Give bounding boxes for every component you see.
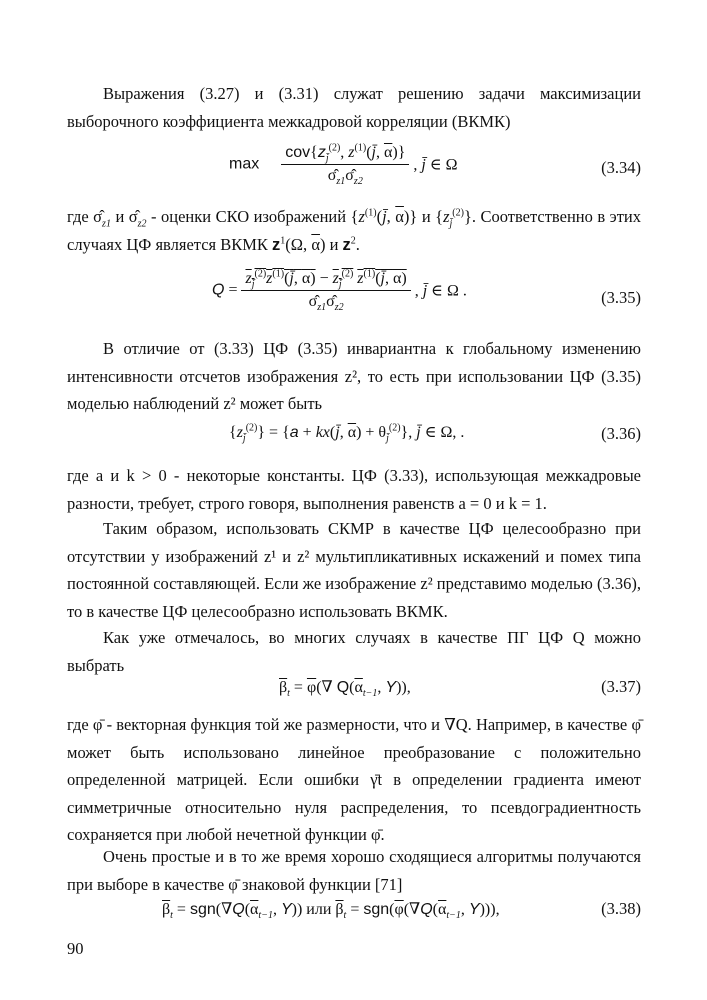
paragraph-2-middle: - оценки СКО изображений	[151, 207, 347, 226]
paragraph-6: Как уже отмечалось, во многих случаях в качестве ПГ ЦФ Q можно выбрать	[67, 628, 641, 675]
equation-number-3-35: (3.35)	[601, 288, 641, 307]
equation-number-3-37: (3.37)	[601, 677, 641, 696]
equation-3-35-body: Q = $\frac{z_{j̄}^{(2)}z^{(1)}(j̄, \alpha) - z_{j̄}^{(2)} z^{(1)}(j̄, \alpha)}{\sigmâ_{z1}\sigmâ_{z2}}$ , j̄ ∈ Ω .	[212, 268, 467, 314]
paragraph-8: Очень простые и в то же время хорошо сходящиеся алгоритмы получаются при выборе в качестве φ̄ знаковой функции [71]	[67, 847, 641, 894]
equation-number-3-38: (3.38)	[601, 899, 641, 918]
equation-3-38-body: $\overline{\beta}_t = sgn(\nabla Q(\overline{\alpha}_{t-1}$, Y)) или $\overline{\beta}_t = sgn(\overline{\varphi}(\nabla Q(\overline{\alpha}_{t-1}$, Y))),	[162, 901, 500, 922]
equation-3-35	[67, 268, 641, 328]
equation-3-37-body: $\overline{\beta}_t = \overline{\varphi}(\nabla$ $Q(\overline{\alpha}_{t-1}$, Y)),	[279, 679, 411, 700]
paragraph-2: где $\sigmâ_{z1}$ и $\sigmâ_{z2}$ - оценки СКО изображений {$z^{(1)}(j̄$, $\overline{\alpha}$)} и $\{z_{j̄}^{(2)}\}$. Соответственно в этих случаях ЦФ является ВКМК $z^1(\Omega$, $\overline{\alpha}$) и $z^2$.	[67, 207, 641, 254]
equation-3-34-body: max $\frac{cov\{z_{j̄}^{(2)}, z^{(1)}(j̄, \overline{\alpha})\}}{\sigmâ_{z1}\sigmâ_{z2}}$ , j̄ ∈ Ω	[229, 142, 458, 188]
equation-3-38	[67, 897, 641, 957]
paragraph-1: Выражения (3.27) и (3.31) служат решению задачи максимизации выборочного коэффициента межкадровой корреляции (ВКМК)	[67, 84, 641, 131]
equation-3-34	[67, 140, 641, 200]
equation-number-3-34: (3.34)	[601, 158, 641, 177]
paragraph-2-end: . Соответственно в этих случаях ЦФ является ВКМК	[67, 207, 641, 254]
paragraph-5: Таким образом, использовать СКМР в качестве ЦФ целесообразно при отсутствии у изображений z¹ и z² мультипликативных искажений и помех типа постоянной составляющей. Если же изображение z² представимо моделью (3.36), то в качестве ЦФ целесообразно использовать ВКМК.	[67, 519, 641, 621]
equation-3-36-body: $\{z_{j̄}^{(2)}\} = \{a$ + kx(j̄, $\overline{\alpha}) + \theta_{j̄}^{(2)}$}, j̄ ∈ Ω, .	[229, 422, 465, 445]
paragraph-2-start: где σ̂	[67, 207, 103, 226]
paragraph-3: В отличие от (3.33) ЦФ (3.35) инвариантна к глобальному изменению интенсивности отсчетов изображения z², то есть при использовании ЦФ (3.35) моделью наблюдений z² может быть	[67, 339, 641, 413]
page-number: 90	[67, 939, 84, 958]
equation-number-3-36: (3.36)	[601, 424, 641, 443]
paragraph-4: где a и k > 0 - некоторые константы. ЦФ (3.33), использующая межкадровые разности, требует, строго говоря, выполнения равенств a = 0 и k = 1.	[67, 466, 641, 513]
paragraph-7: где φ̄ - векторная функция той же размерности, что и ∇Q. Например, в качестве φ̄ может быть использовано линейное преобразование с положительно определенной матрицей. Если ошибки γ̄t в определении градиента имеют симметричные относительно нуля распределения, то псевдоградиентность сохраняется при любой нечетной функции φ̄.	[67, 715, 641, 844]
